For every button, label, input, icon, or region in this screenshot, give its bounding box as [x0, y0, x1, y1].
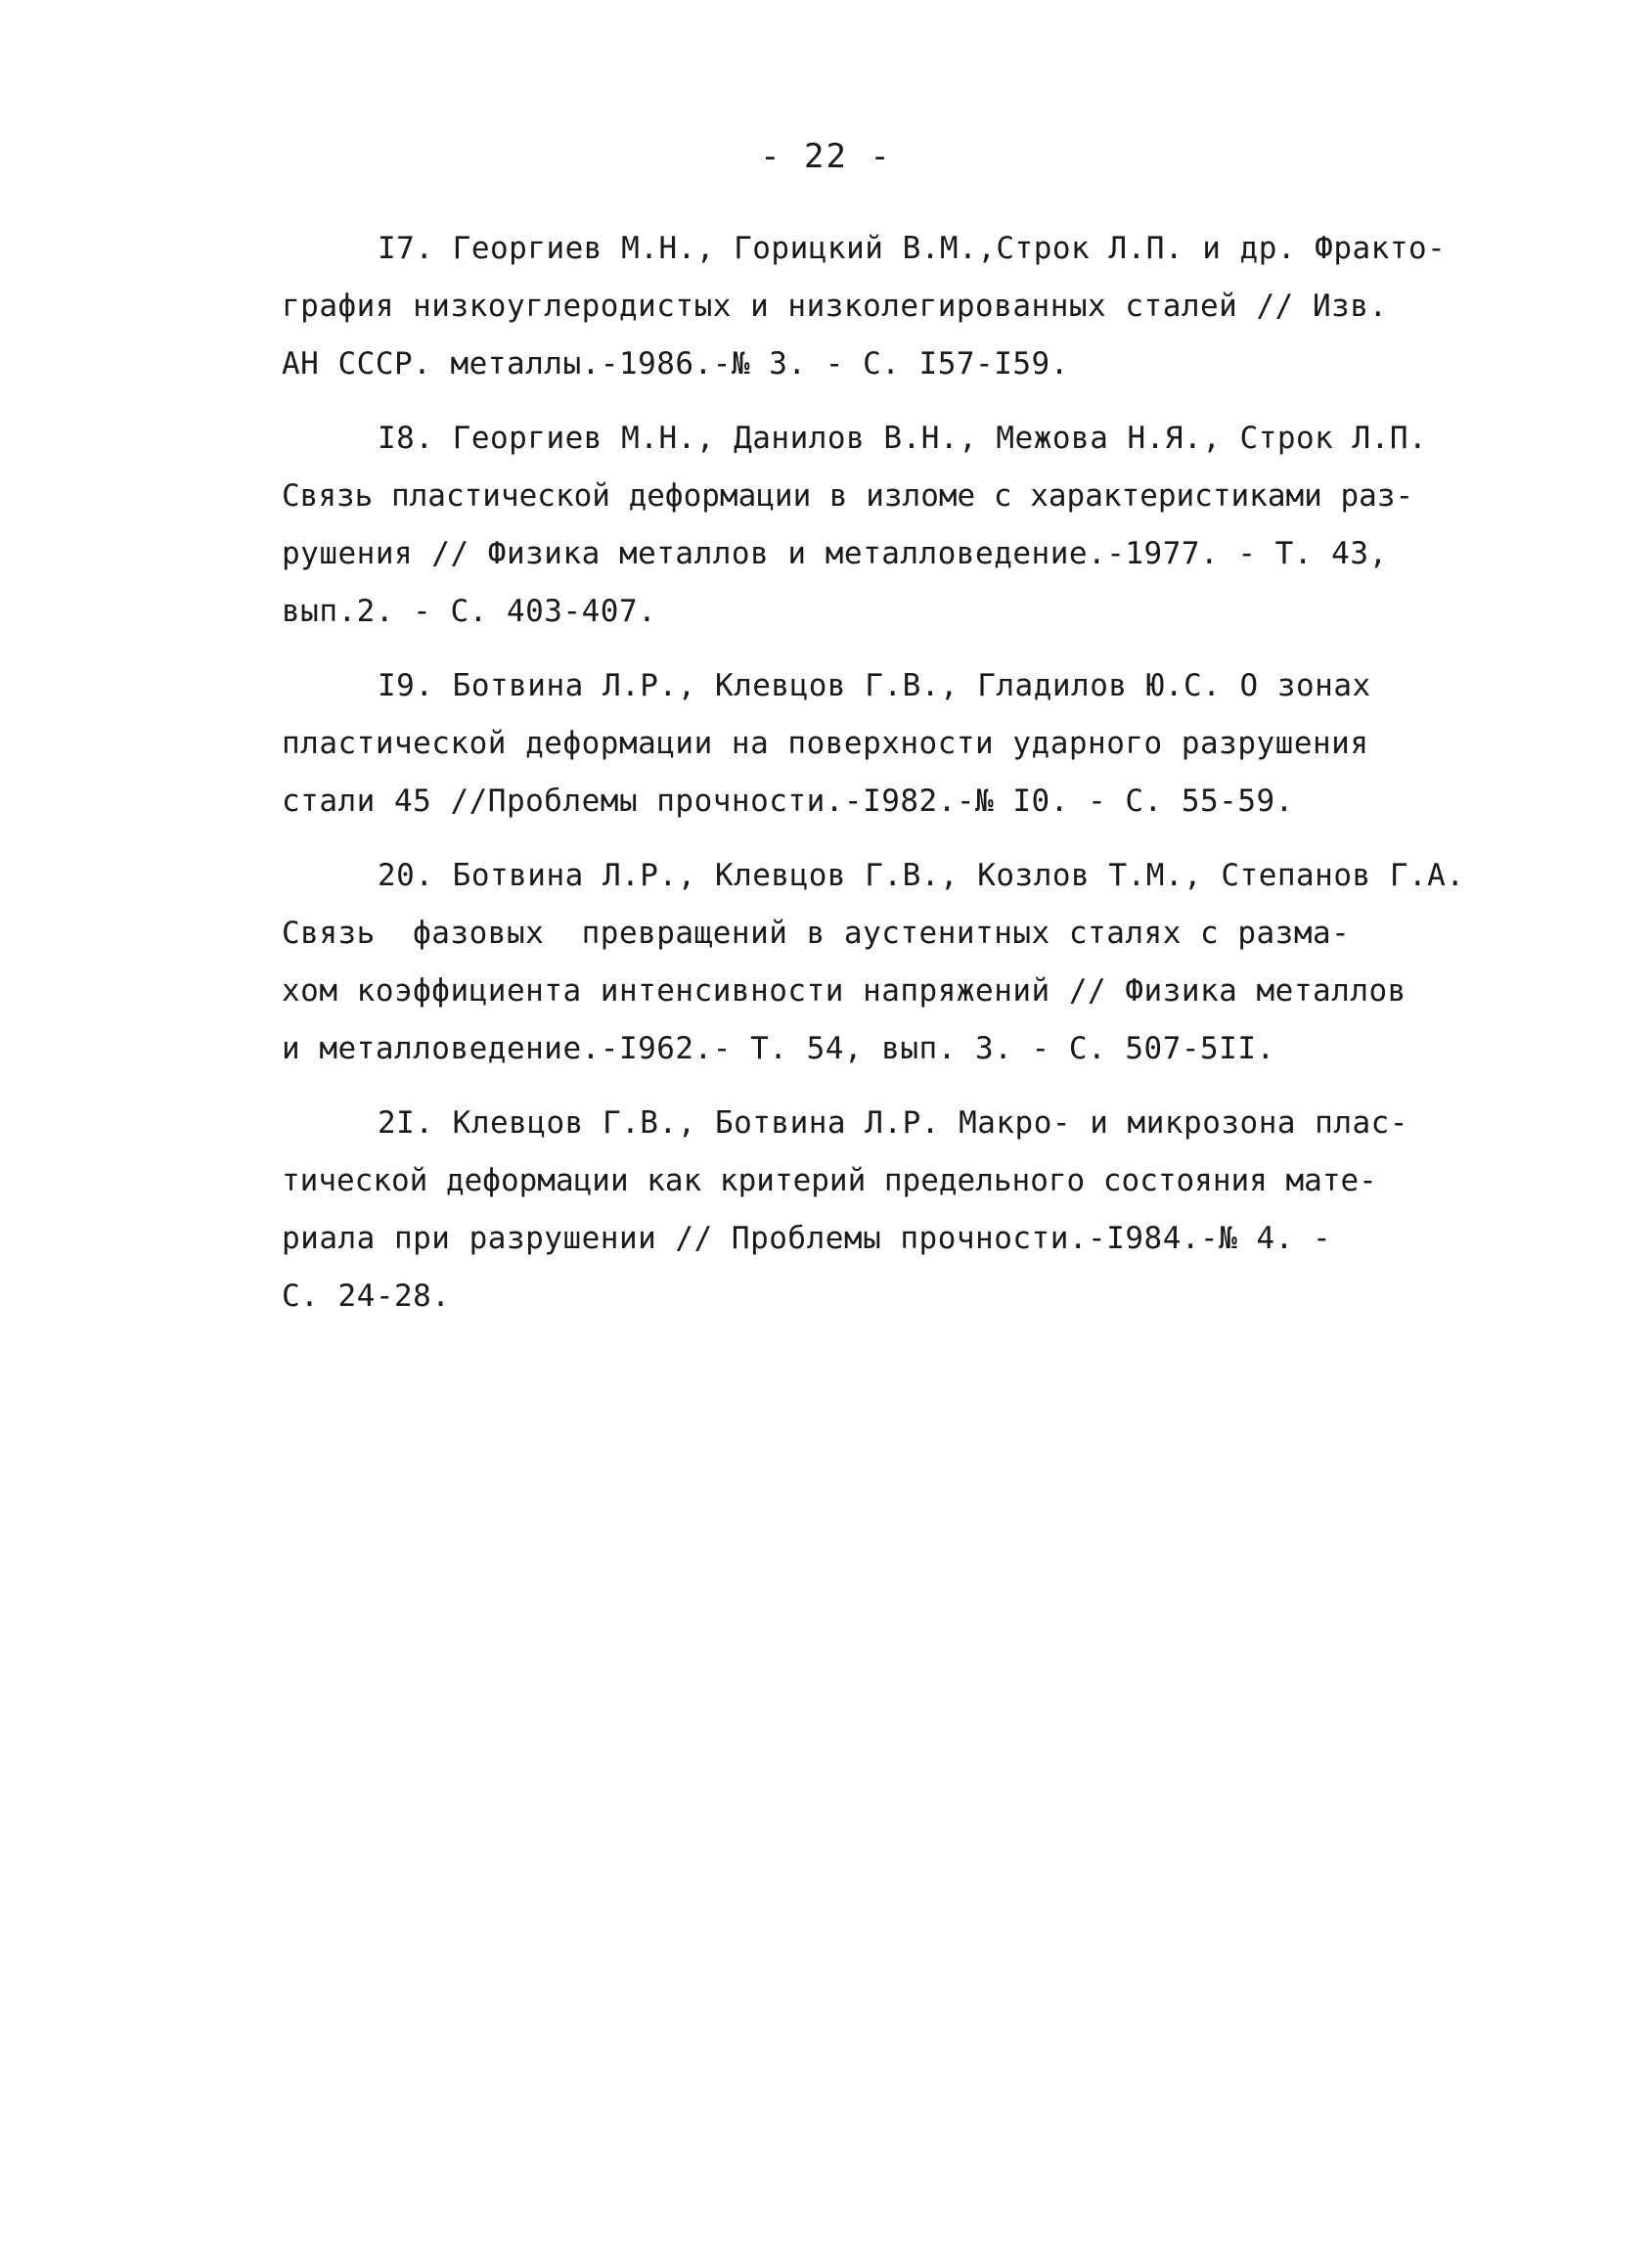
- reference-line: I9. Ботвина Л.Р., Клевцов Г.В., Гладилов Ю.С. О зонах: [378, 668, 1371, 703]
- reference-line: рушения // Физика металлов и металловедение.-1977. - Т. 43,: [282, 536, 1388, 571]
- reference-line: I7. Георгиев М.Н., Горицкий В.М.,Строк Л.П. и др. Фракто-: [378, 231, 1447, 266]
- reference-item-21: [282, 1095, 1436, 1325]
- page-number: - 22 -: [760, 137, 892, 176]
- reference-line: 2I. Клевцов Г.В., Ботвина Л.Р. Макро- и микрозона плас-: [378, 1105, 1408, 1141]
- reference-line: 20. Ботвина Л.Р., Клевцов Г.В., Козлов Т.М., Степанов Г.А.: [378, 858, 1465, 893]
- reference-item-19: [282, 657, 1436, 831]
- reference-line: Связь пластической деформации в изломе с характеристиками раз-: [282, 478, 1414, 514]
- reference-line: риала при разрушении // Проблемы прочности.-I984.-№ 4. -: [282, 1221, 1332, 1256]
- reference-line: вып.2. - С. 403-407.: [282, 594, 657, 629]
- reference-line: и металловедение.-I962.- Т. 54, вып. 3. - С. 507-5II.: [282, 1031, 1275, 1066]
- reference-line: Связь фазовых превращений в аустенитных сталях с разма-: [282, 916, 1351, 951]
- reference-line: тической деформации как критерий предельного состояния мате-: [282, 1163, 1377, 1198]
- reference-line: С. 24-28.: [282, 1279, 451, 1314]
- reference-line: хом коэффициента интенсивности напряжений // Физика металлов: [282, 973, 1406, 1009]
- reference-item-17: [282, 220, 1447, 393]
- reference-item-20: [282, 847, 1465, 1078]
- reference-list: [282, 220, 1465, 1342]
- reference-line: пластической деформации на поверхности ударного разрушения: [282, 726, 1369, 761]
- reference-line: стали 45 //Проблемы прочности.-I982.-№ I0. - С. 55-59.: [282, 784, 1294, 819]
- reference-line: АН СССР. металлы.-1986.-№ 3. - С. I57-I59.: [282, 346, 1069, 382]
- reference-line: графия низкоуглеродистых и низколегированных сталей // Изв.: [282, 289, 1388, 324]
- reference-line: I8. Георгиев М.Н., Данилов В.Н., Межова Н.Я., Строк Л.П.: [378, 421, 1428, 456]
- reference-item-18: [282, 410, 1436, 641]
